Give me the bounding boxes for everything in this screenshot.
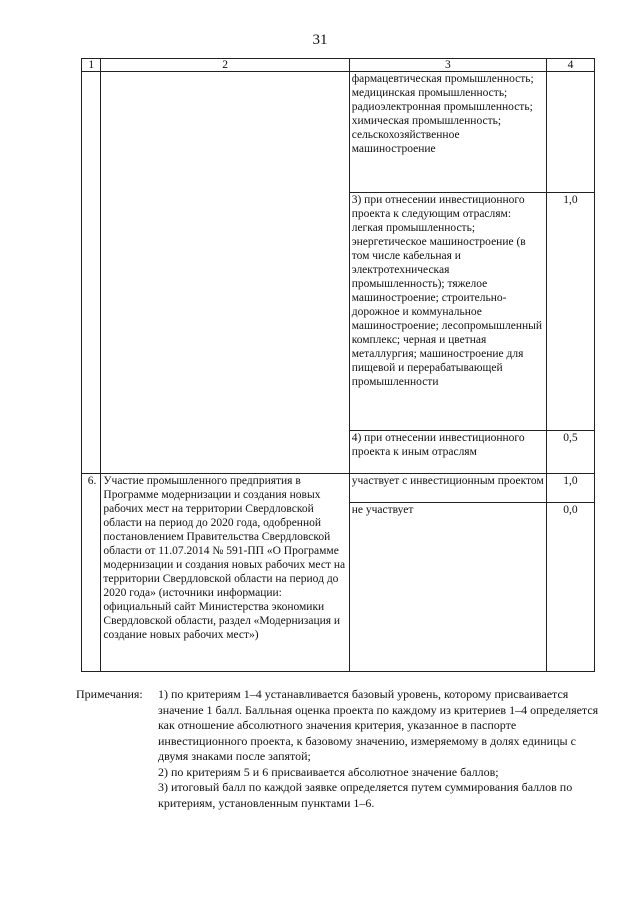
table-row (82, 193, 595, 431)
option-3-cell: 3) при отнесении инвестиционного проекта к следующим отраслям: легкая промышленность; энергетическое машиностроение (в том числе кабельная и электротехническая промышленность); тяжелое машиностроение; строительно-дорожное и коммунальное машиностроение; лесопромышленный комплекс; черная и цветная металлургия; машиностроение для пищевой и перерабатывающей промышленности (349, 193, 546, 431)
criteria-table (81, 58, 595, 672)
header-col-2: 2 (101, 59, 349, 72)
option-3-score: 1,0 (546, 193, 594, 431)
note-3: 3) итоговый балл по каждой заявке определяется путем суммирования баллов по критериям, установленным пунктами 1–6. (158, 780, 573, 810)
row-6-criterion: Участие промышленного предприятия в Программе модернизации и создания новых рабочих мест на территории Свердловской области на период до 2020 года, одобренной постановлением Правительства Свердловской области от 11.07.2014 № 591-ПП «О Программе модернизации и создания новых рабочих мест на территории Свердловской области на период до 2020 года» (источники информации: официальный сайт Министерства экономики Свердловской области, раздел «Модернизация и создание новых рабочих мест») (101, 474, 349, 672)
table-row (82, 72, 595, 193)
page-number: 31 (312, 32, 328, 48)
option-4-score: 0,5 (546, 431, 594, 474)
industry-list-cell: фармацевтическая промышленность; медицинская промышленность; радиоэлектронная промышленность; химическая промышленность; сельскохозяйственное машиностроение (349, 72, 546, 193)
row-6-option-1: участвует с инвестиционным проектом (349, 474, 546, 503)
row-6-score-1: 1,0 (546, 474, 594, 503)
option-4-cell: 4) при отнесении инвестиционного проекта к иным отраслям (349, 431, 546, 474)
row-6-score-2: 0,0 (546, 503, 594, 672)
notes-body (158, 687, 606, 811)
table-row (82, 431, 595, 474)
row-6-option-2: не участвует (349, 503, 546, 672)
table-row (82, 474, 595, 503)
row-6-number: 6. (82, 474, 101, 672)
note-1: 1) по критериям 1–4 устанавливается базовый уровень, которому присваивается значение 1 балл. Балльная оценка проекта по каждому из критериев 1–4 определяется как отношение абсолютного значения критерия, указанное в паспорте инвестиционного проекта, к базовому значению, измеряемому в долях единицы с двумя знаками после запятой; (158, 687, 599, 763)
notes-label: Примечания: (76, 687, 143, 701)
header-col-4: 4 (546, 59, 594, 72)
header-col-3: 3 (349, 59, 546, 72)
header-col-1: 1 (82, 59, 101, 72)
note-2: 2) по критериям 5 и 6 присваивается абсолютное значение баллов; (158, 764, 499, 779)
table-header-row (82, 59, 595, 72)
